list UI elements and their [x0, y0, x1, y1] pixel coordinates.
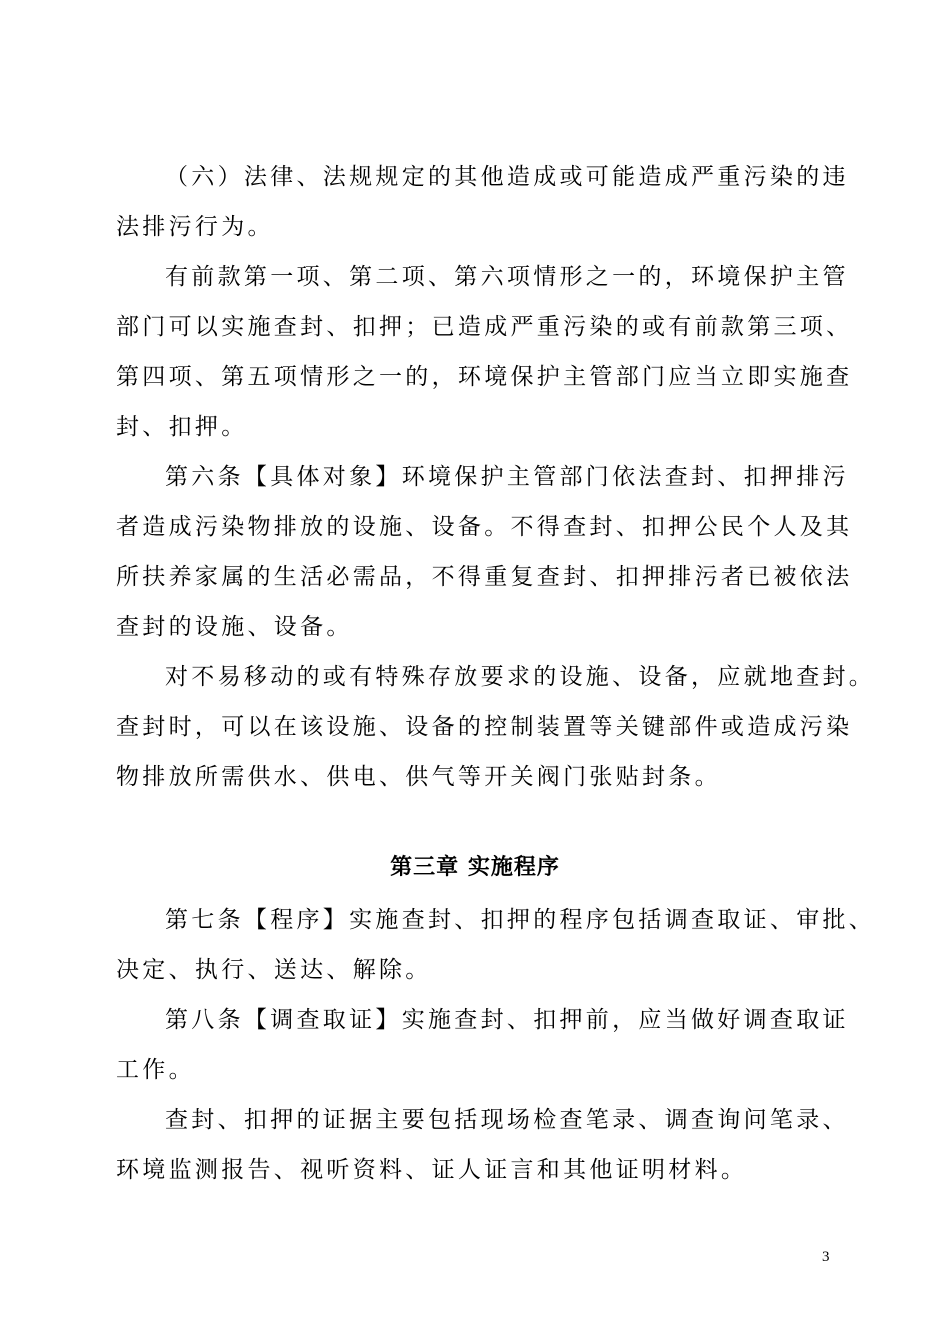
paragraph-line: 法排污行为。 — [116, 214, 274, 240]
paragraph-line: 物排放所需供水、供电、供气等开关阀门张贴封条。 — [116, 764, 721, 790]
paragraph-line: 者造成污染物排放的设施、设备。不得查封、扣押公民个人及其 — [116, 514, 853, 540]
paragraph-line: 对不易移动的或有特殊存放要求的设施、设备，应就地查封。 — [165, 664, 876, 690]
paragraph-line: 有前款第一项、第二项、第六项情形之一的，环境保护主管 — [165, 264, 849, 290]
paragraph-line: 所扶养家属的生活必需品，不得重复查封、扣押排污者已被依法 — [116, 564, 853, 590]
paragraph-line: 环境监测报告、视听资料、证人证言和其他证明材料。 — [116, 1157, 748, 1183]
paragraph-line: （六）法律、法规规定的其他造成或可能造成严重污染的违 — [165, 164, 849, 190]
paragraph-line: 封、扣押。 — [116, 414, 248, 440]
paragraph-line: 第八条【调查取证】实施查封、扣押前，应当做好调查取证 — [165, 1007, 849, 1033]
paragraph-line: 第四项、第五项情形之一的，环境保护主管部门应当立即实施查 — [116, 364, 853, 390]
paragraph-line: 查封的设施、设备。 — [116, 614, 353, 640]
paragraph-line: 查封、扣押的证据主要包括现场检查笔录、调查询问笔录、 — [165, 1107, 849, 1133]
paragraph-line: 查封时，可以在该设施、设备的控制装置等关键部件或造成污染 — [116, 714, 853, 740]
paragraph-line: 工作。 — [116, 1057, 195, 1083]
paragraph-line: 第六条【具体对象】环境保护主管部门依法查封、扣押排污 — [165, 464, 849, 490]
page-number: 3 — [822, 1249, 830, 1265]
chapter-heading: 第三章 实施程序 — [390, 855, 560, 880]
paragraph-line: 部门可以实施查封、扣押；已造成严重污染的或有前款第三项、 — [116, 314, 853, 340]
paragraph-line: 第七条【程序】实施查封、扣押的程序包括调查取证、审批、 — [165, 907, 876, 933]
paragraph-line: 决定、执行、送达、解除。 — [116, 957, 432, 983]
